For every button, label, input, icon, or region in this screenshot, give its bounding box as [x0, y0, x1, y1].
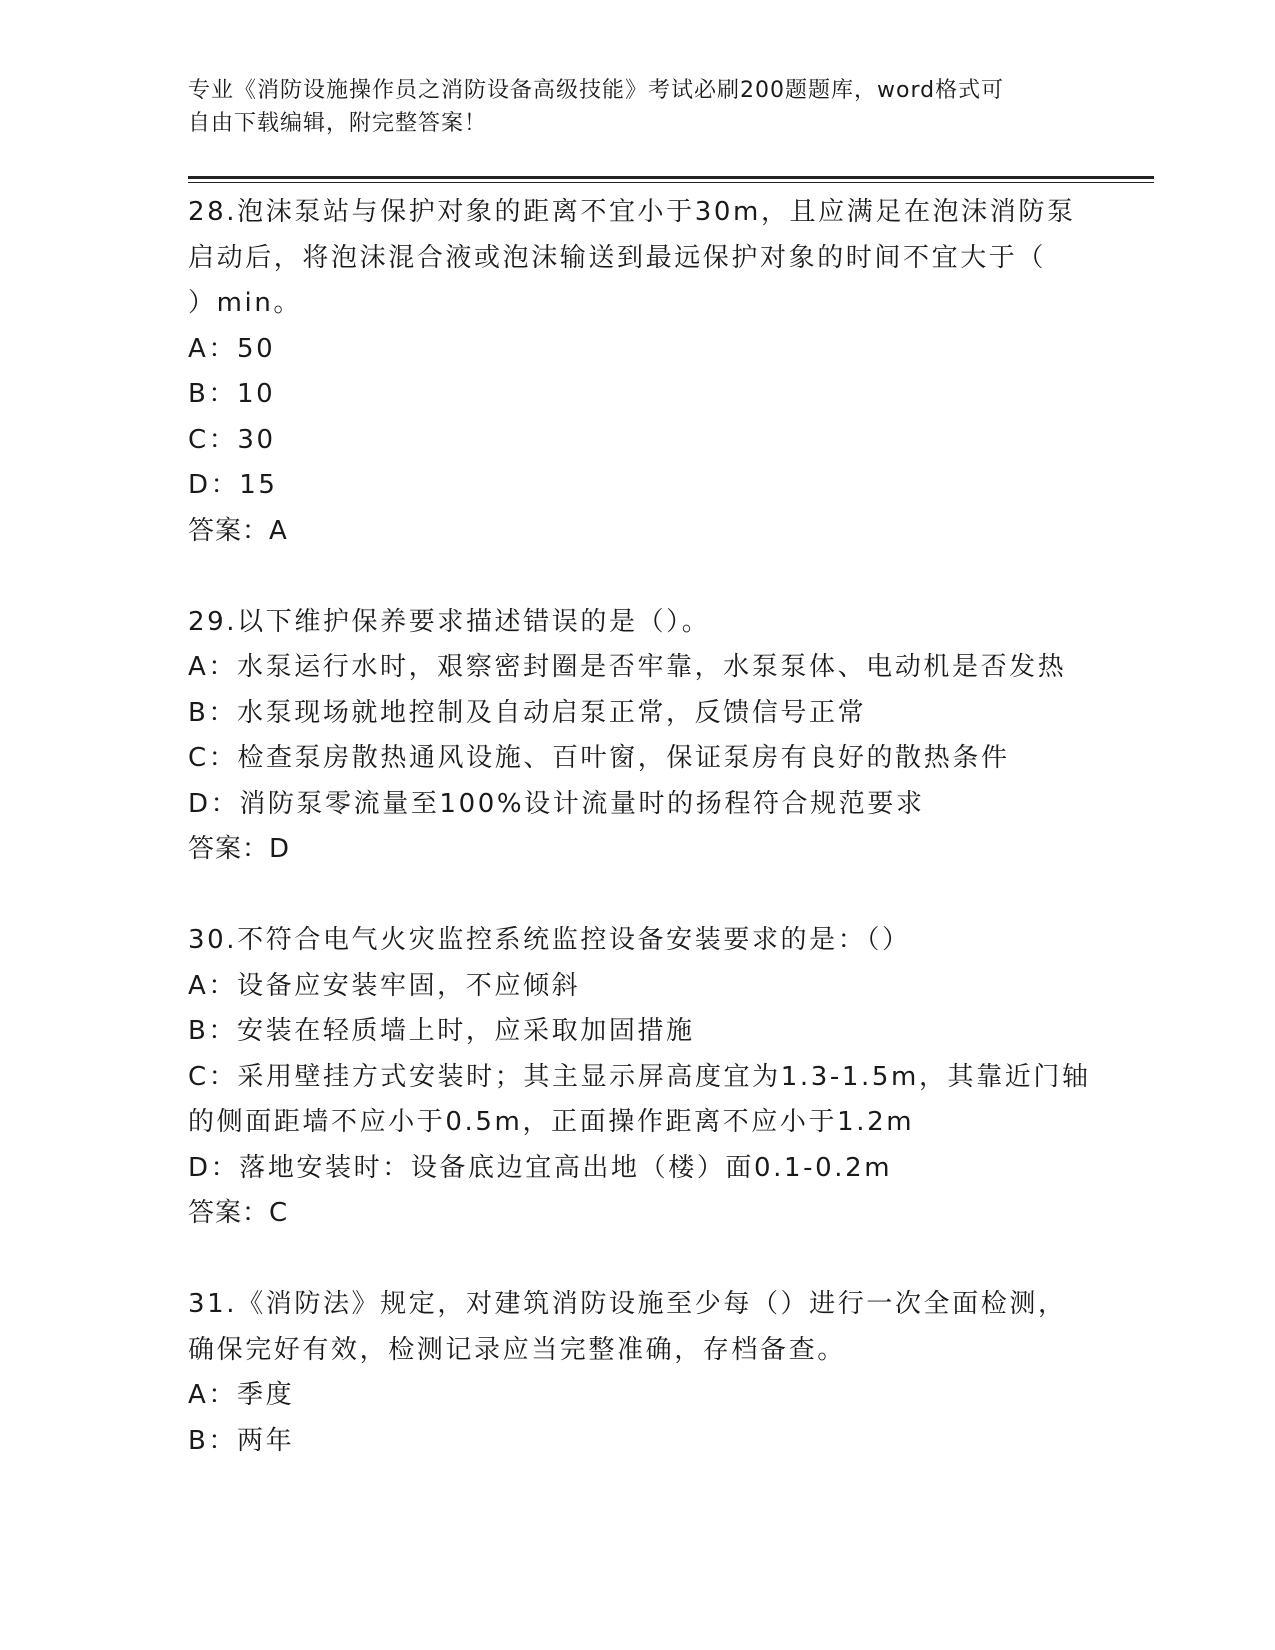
- answer: 答案：C: [188, 1198, 289, 1228]
- header-divider-thin: [188, 182, 1154, 183]
- option-d: D：消防泵零流量至100%设计流量时的扬程符合规范要求: [188, 788, 925, 819]
- option-d: D：落地安装时：设备底边宜高出地（楼）面0.1-0.2m: [188, 1152, 893, 1183]
- question-30: [188, 918, 1091, 1237]
- option-d: D：15: [188, 470, 278, 500]
- question-text-line: ）min。: [188, 288, 303, 318]
- option-b: B：两年: [188, 1425, 295, 1456]
- answer: 答案：D: [188, 834, 291, 864]
- option-b: B：安装在轻质墙上时，应采取加固措施: [188, 1016, 695, 1046]
- question-text-line: 确保完好有效，检测记录应当完整准确，存档备查。: [188, 1334, 846, 1365]
- document-header: [188, 74, 1068, 140]
- question-29: [188, 600, 1088, 873]
- header-line-1: 专业《消防设施操作员之消防设备高级技能》考试必刷200题题库，word格式可: [188, 78, 1005, 103]
- option-c: C：30: [188, 424, 276, 455]
- header-divider-thick: [188, 176, 1154, 179]
- spacer: [188, 873, 1088, 919]
- question-text-line: 28.泡沫泵站与保护对象的距离不宜小于30m，且应满足在泡沫消防泵: [188, 197, 1076, 227]
- question-text-line: 29.以下维护保养要求描述错误的是（）。: [188, 606, 711, 637]
- option-a: A：水泵运行水时，艰察密封圈是否牢靠，水泵泵体、电动机是否发热: [188, 652, 1067, 682]
- spacer: [188, 554, 1088, 600]
- option-c: C：检查泵房散热通风设施、百叶窗，保证泵房有良好的散热条件: [188, 743, 1010, 773]
- option-b: B：10: [188, 379, 276, 409]
- header-line-2: 自由下载编辑，附完整答案！: [188, 111, 488, 136]
- option-a: A：设备应安装牢固，不应倾斜: [188, 970, 581, 1001]
- question-text-line: 启动后，将泡沫混合液或泡沫输送到最远保护对象的时间不宜大于（: [188, 242, 1047, 273]
- option-a: A：50: [188, 333, 276, 364]
- question-text-line: 31.《消防法》规定，对建筑消防设施至少每（）进行一次全面检测，: [188, 1289, 1067, 1319]
- option-b: B：水泵现场就地控制及自动启泵正常，反馈信号正常: [188, 697, 867, 728]
- question-list: [188, 190, 1091, 1464]
- question-text-line: 30.不符合电气火灾监控系统监控设备安装要求的是：（）: [188, 925, 911, 955]
- spacer: [188, 1237, 1088, 1283]
- option-a: A：季度: [188, 1380, 295, 1410]
- question-28: [188, 190, 1088, 554]
- answer: 答案：A: [188, 515, 288, 546]
- option-c-continued: 的侧面距墙不应小于0.5m，正面操作距离不应小于1.2m: [188, 1107, 915, 1137]
- option-c: C：采用壁挂方式安装时；其主显示屏高度宜为1.3-1.5m，其靠近门轴: [188, 1061, 1091, 1092]
- question-31: [188, 1282, 1088, 1464]
